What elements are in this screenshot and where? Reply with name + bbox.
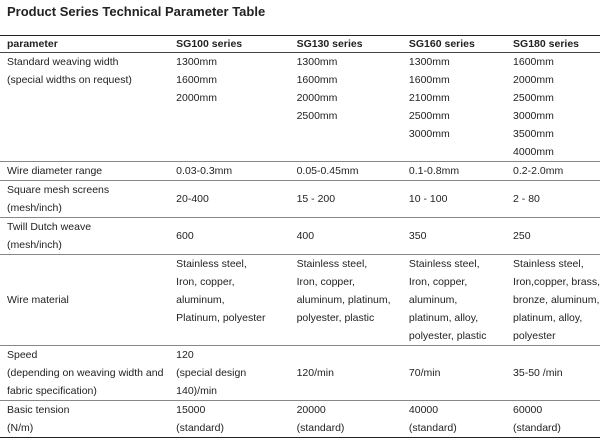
cell-line: 1600mm bbox=[513, 56, 554, 68]
table-cell bbox=[506, 401, 600, 438]
label-line: (mesh/inch) bbox=[7, 239, 62, 251]
cell-line: 600 bbox=[176, 230, 194, 242]
table-cell bbox=[290, 401, 402, 438]
cell-line: 400 bbox=[296, 230, 315, 242]
cell-line: (standard) bbox=[176, 422, 225, 434]
header-sg160: SG160 series bbox=[408, 38, 475, 50]
cell-line: 4000mm bbox=[513, 146, 554, 158]
cell-line: 2 - 80 bbox=[513, 193, 540, 205]
cell-line: 2500mm bbox=[296, 110, 338, 122]
table-cell bbox=[506, 162, 600, 181]
label-line: Wire material bbox=[7, 294, 69, 306]
label-line: Wire diameter range bbox=[7, 165, 103, 177]
cell-line: 60000 bbox=[513, 404, 543, 416]
label-line: (N/m) bbox=[7, 422, 34, 434]
cell-line: aluminum, platinum, bbox=[296, 294, 391, 306]
table-cell bbox=[506, 181, 600, 218]
table-header-row bbox=[0, 36, 600, 53]
table-row bbox=[0, 181, 600, 218]
cell-line: Iron,copper, brass, bbox=[513, 276, 600, 288]
cell-line: bronze, aluminum, bbox=[513, 294, 600, 306]
table-cell bbox=[506, 218, 600, 255]
table-cell bbox=[290, 162, 402, 181]
table-cell bbox=[402, 181, 506, 218]
cell-line: aluminum, bbox=[408, 294, 458, 306]
cell-line: Stainless steel, bbox=[513, 258, 584, 270]
table-row bbox=[0, 218, 600, 255]
label-line: fabric specification) bbox=[7, 385, 97, 397]
cell-line: 120 bbox=[176, 349, 194, 361]
cell-line: Platinum, polyester bbox=[176, 312, 266, 324]
cell-line: 1300mm bbox=[176, 56, 218, 68]
cell-line: polyester, plastic bbox=[408, 330, 487, 342]
label-line: (mesh/inch) bbox=[7, 202, 62, 214]
table-cell bbox=[169, 53, 289, 162]
table-cell bbox=[290, 218, 402, 255]
cell-line: 40000 bbox=[408, 404, 439, 416]
cell-line: 2000mm bbox=[513, 74, 554, 86]
table-cell bbox=[169, 218, 289, 255]
table-cell bbox=[506, 255, 600, 346]
cell-line: aluminum, bbox=[176, 294, 225, 306]
cell-line: Stainless steel, bbox=[176, 258, 247, 270]
table-cell bbox=[402, 346, 506, 401]
cell-line: platinum, alloy, bbox=[408, 312, 479, 324]
label-line: Speed bbox=[7, 349, 38, 361]
table-cell bbox=[169, 401, 289, 438]
table-cell bbox=[402, 255, 506, 346]
cell-line: 3500mm bbox=[513, 128, 554, 140]
table-row bbox=[0, 162, 600, 181]
cell-line: 250 bbox=[513, 230, 531, 242]
cell-line: 2000mm bbox=[296, 92, 338, 104]
cell-line: 2100mm bbox=[408, 92, 450, 104]
cell-line: 2500mm bbox=[513, 92, 554, 104]
cell-line: 0.03-0.3mm bbox=[176, 165, 233, 177]
parameter-table bbox=[0, 35, 600, 438]
cell-line: polyester bbox=[513, 330, 556, 342]
header-sg130: SG130 series bbox=[296, 38, 363, 50]
label-line: Square mesh screens bbox=[7, 184, 110, 196]
table-cell bbox=[402, 53, 506, 162]
cell-line: 1600mm bbox=[408, 74, 450, 86]
cell-line: 1300mm bbox=[408, 56, 450, 68]
table-cell bbox=[290, 53, 402, 162]
cell-line: Stainless steel, bbox=[408, 258, 480, 270]
cell-line: 1600mm bbox=[176, 74, 218, 86]
cell-line: Iron, copper, bbox=[176, 276, 235, 288]
cell-line: 3000mm bbox=[408, 128, 450, 140]
cell-line: 1300mm bbox=[296, 56, 338, 68]
label-line: Basic tension bbox=[7, 404, 70, 416]
table-cell bbox=[506, 346, 600, 401]
table-cell bbox=[290, 346, 402, 401]
cell-line: 10 - 100 bbox=[408, 193, 448, 205]
table-cell bbox=[506, 53, 600, 162]
cell-line: Iron, copper, bbox=[408, 276, 468, 288]
table-cell bbox=[290, 255, 402, 346]
cell-line: (standard) bbox=[513, 422, 561, 434]
row-label bbox=[0, 181, 169, 218]
table-cell bbox=[290, 181, 402, 218]
page-title: Product Series Technical Parameter Table bbox=[7, 4, 266, 19]
table-row bbox=[0, 346, 600, 401]
label-line: Standard weaving width bbox=[7, 56, 119, 68]
row-label bbox=[0, 162, 169, 181]
table-cell bbox=[169, 255, 289, 346]
row-label bbox=[0, 218, 169, 255]
cell-line: 0.05-0.45mm bbox=[296, 165, 359, 177]
cell-line: 1600mm bbox=[296, 74, 338, 86]
cell-line: 35-50 /min bbox=[513, 367, 563, 379]
row-label bbox=[0, 53, 169, 162]
table-cell bbox=[169, 346, 289, 401]
row-label bbox=[0, 255, 169, 346]
cell-line: Iron, copper, bbox=[296, 276, 355, 288]
header-parameter: parameter bbox=[7, 38, 58, 50]
row-label bbox=[0, 401, 169, 438]
cell-line: (standard) bbox=[296, 422, 345, 434]
cell-line: 20-400 bbox=[176, 193, 209, 205]
table-cell bbox=[402, 218, 506, 255]
row-label bbox=[0, 346, 169, 401]
label-line: (special widths on request) bbox=[7, 74, 132, 86]
header-sg100: SG100 series bbox=[176, 38, 243, 50]
cell-line: 0.1-0.8mm bbox=[408, 165, 460, 177]
label-line: (depending on weaving width and bbox=[7, 367, 164, 379]
cell-line: 350 bbox=[408, 230, 427, 242]
table-cell bbox=[402, 162, 506, 181]
table-cell bbox=[169, 181, 289, 218]
label-line: Twill Dutch weave bbox=[7, 221, 92, 233]
cell-line: 3000mm bbox=[513, 110, 554, 122]
cell-line: platinum, alloy, bbox=[513, 312, 583, 324]
header-sg180: SG180 series bbox=[513, 38, 579, 50]
table-row bbox=[0, 255, 600, 346]
cell-line: 15000 bbox=[176, 404, 206, 416]
cell-line: 20000 bbox=[296, 404, 326, 416]
cell-line: 15 - 200 bbox=[296, 193, 336, 205]
cell-line: 120/min bbox=[296, 367, 334, 379]
table-row bbox=[0, 401, 600, 438]
table-row bbox=[0, 53, 600, 162]
table-cell bbox=[402, 401, 506, 438]
cell-line: polyester, plastic bbox=[296, 312, 375, 324]
cell-line: 0.2-2.0mm bbox=[513, 165, 564, 177]
cell-line: 2000mm bbox=[176, 92, 218, 104]
cell-line: 2500mm bbox=[408, 110, 450, 122]
cell-line: 70/min bbox=[408, 367, 441, 379]
table-cell bbox=[169, 162, 289, 181]
cell-line: (special design bbox=[176, 367, 247, 379]
cell-line: 140)/min bbox=[176, 385, 218, 397]
cell-line: Stainless steel, bbox=[296, 258, 368, 270]
cell-line: (standard) bbox=[408, 422, 457, 434]
